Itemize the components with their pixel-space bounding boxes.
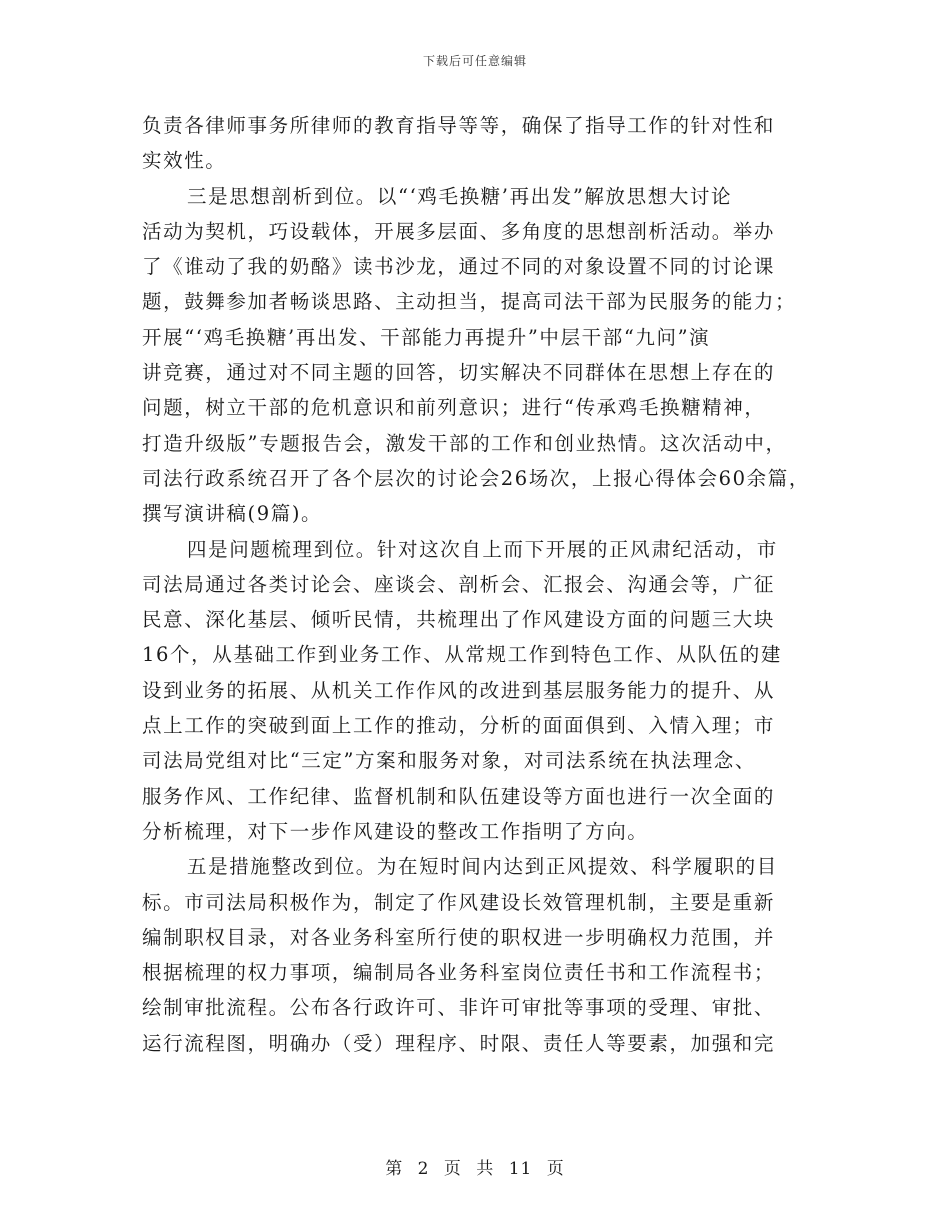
text-line: 点上工作的突破到面上工作的推动，分析的面面俱到、入情入理；市 xyxy=(142,714,776,738)
text-line: 四是问题梳理到位。针对这次自上而下开展的正风肃纪活动，市 xyxy=(187,537,778,561)
text-line: 三是思想剖析到位。以“‘鸡毛换糖’再出发”解放思想大讨论 xyxy=(187,184,733,208)
text-line: 民意、深化基层、倾听民情，共梳理出了作风建设方面的问题三大块 xyxy=(142,608,776,632)
text-line: 负责各律师事务所律师的教育指导等等，确保了指导工作的针对性和 xyxy=(142,114,776,137)
text-line: 编制职权目录，对各业务科室所行使的职权进一步明确权力范围，并 xyxy=(142,925,776,949)
text-line: 开展“‘鸡毛换糖’再出发、干部能力再提升”中层干部“九问”演 xyxy=(142,325,711,349)
text-line: 活动为契机，巧设载体，开展多层面、多角度的思想剖析活动。举办 xyxy=(142,219,776,243)
text-line: 五是措施整改到位。为在短时间内达到正风提效、科学履职的目 xyxy=(187,855,778,879)
document-body xyxy=(142,108,832,1061)
text-line: 根据梳理的权力事项，编制局各业务科室岗位责任书和工作流程书； xyxy=(142,961,776,985)
text-line: 16个，从基础工作到业务工作、从常规工作到特色工作、从队伍的建 xyxy=(142,643,782,667)
text-line: 设到业务的拓展、从机关工作作风的改进到基层服务能力的提升、从 xyxy=(142,678,776,702)
text-line: 司法局通过各类讨论会、座谈会、剖析会、汇报会、沟通会等，广征 xyxy=(142,572,776,596)
page-header: 下载后可任意编辑 xyxy=(422,54,527,68)
text-line: 讲竞赛，通过对不同主题的回答，切实解决不同群体在思想上存在的 xyxy=(142,361,776,385)
text-line: 实效性。 xyxy=(142,149,227,173)
page-footer: 第 2 页 共 11 页 xyxy=(385,1159,565,1179)
text-line: 问题，树立干部的危机意识和前列意识；进行“传承鸡毛换糖精神， xyxy=(142,396,766,420)
text-line: 司法局党组对比“三定”方案和服务对象，对司法系统在执法理念、 xyxy=(142,749,756,773)
text-line: 司法行政系统召开了各个层次的讨论会26场次，上报心得体会60余篇， xyxy=(142,466,810,490)
text-line: 标。市司法局积极作为，制定了作风建设长效管理机制，主要是重新 xyxy=(142,890,776,914)
text-line: 打造升级版”专题报告会，激发干部的工作和创业热情。这次活动中， xyxy=(142,431,787,455)
text-line: 题，鼓舞参加者畅谈思路、主动担当，提高司法干部为民服务的能力； xyxy=(142,290,797,314)
text-line: 服务作风、工作纪律、监督机制和队伍建设等方面也进行一次全面的 xyxy=(142,784,776,808)
text-line: 运行流程图，明确办（受）理程序、时限、责任人等要素，加强和完 xyxy=(142,1031,776,1055)
text-line: 撰写演讲稿(9篇)。 xyxy=(142,502,323,526)
text-line: 了《谁动了我的奶酪》读书沙龙，通过不同的对象设置不同的讨论课 xyxy=(142,255,776,279)
text-line: 分析梳理，对下一步作风建设的整改工作指明了方向。 xyxy=(142,819,649,843)
text-line: 绘制审批流程。公布各行政许可、非许可审批等事项的受理、审批、 xyxy=(142,996,776,1020)
